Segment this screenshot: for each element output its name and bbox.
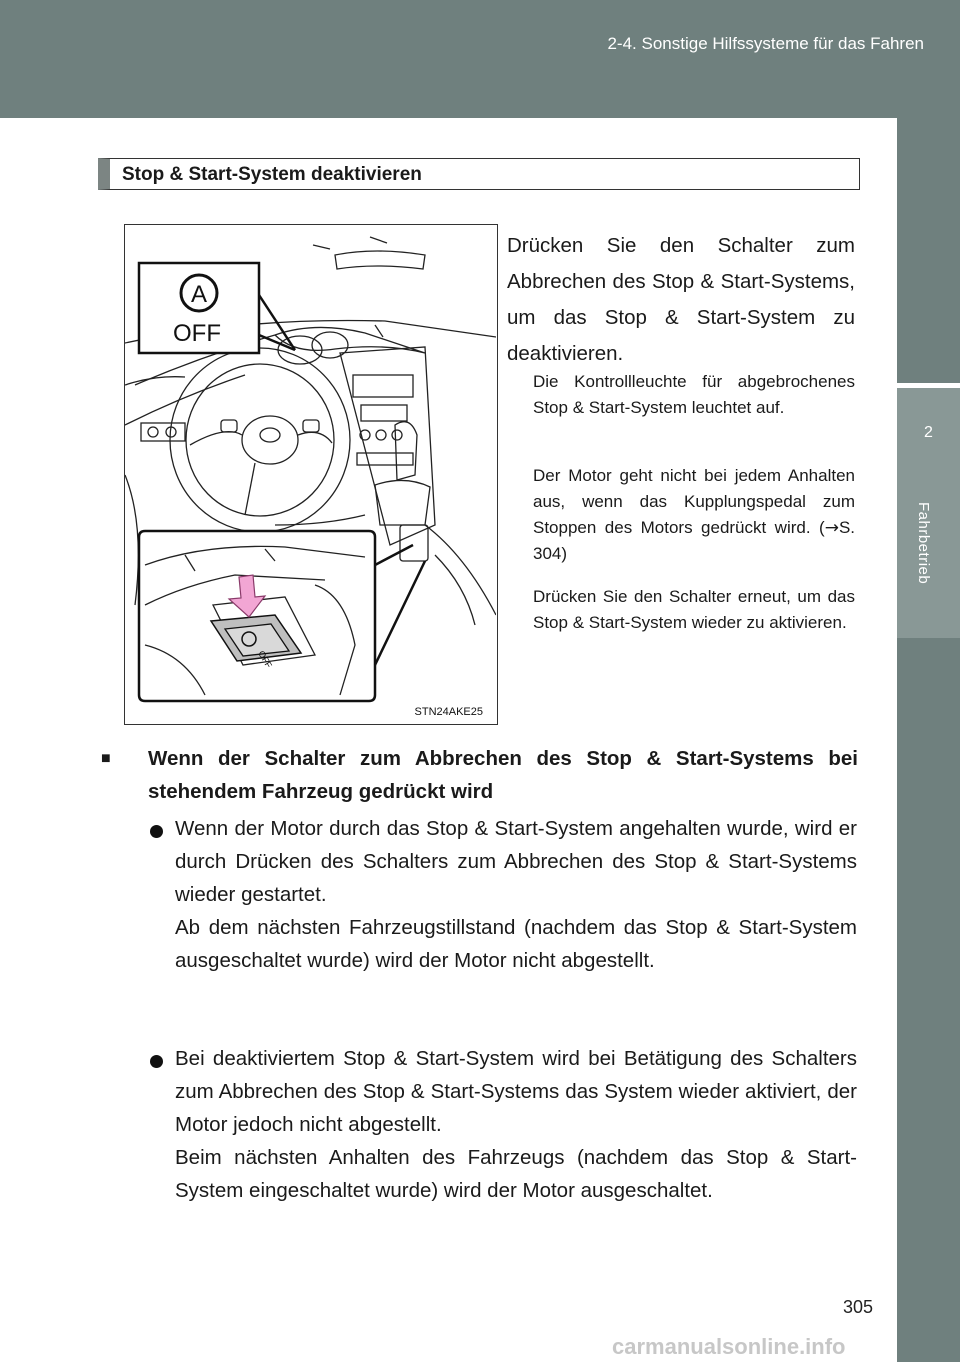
note-reactivate: Drücken Sie den Schalter erneut, um das Stop & Start-System wieder zu aktivieren. (533, 587, 855, 632)
callout-letter: A (191, 281, 208, 308)
bullet-item (152, 1042, 857, 1207)
page-number: 305 (843, 1297, 874, 1317)
square-bullet-icon: ■ (101, 750, 111, 767)
dashboard-illustration (124, 224, 498, 725)
callout-off-text: OFF (173, 320, 221, 347)
bullet-item (152, 812, 857, 977)
note-clutch-text: Der Motor geht nicht bei jedem Anhalten aus, wenn das Kupplungspedal zum Stoppen des Motors gedrückt wird. ( (533, 466, 855, 537)
note-indicator: Die Kontrollleuchte für abgebrochenes Stop & Start-System leuchtet auf. (533, 372, 855, 417)
bullet-text: Bei deaktiviertem Stop & Start-System wird bei Betätigung des Schalters zum Abbrechen des Stop & Start-Systems das System wieder aktiviert, der Motor jedoch nicht abgestellt. (175, 1047, 857, 1136)
watermark: carmanualsonline.info (612, 1334, 846, 1359)
bullet-continuation: Beim nächsten Anhalten des Fahrzeugs (nachdem das Stop & Start-System eingeschaltet wurde) wird der Motor ausgeschaltet. (175, 1146, 857, 1202)
page-reference[interactable]: S. 304) (533, 518, 855, 563)
chapter-label: Fahrbetrieb (915, 502, 932, 585)
bullet-text: Wenn der Motor durch das Stop & Start-System angehalten wurde, wird er durch Drücken des Schalters zum Abbrechen des Stop & Start-Systems wieder gestartet. (175, 817, 857, 906)
dashboard-drawing (125, 225, 496, 723)
header-band (0, 0, 960, 118)
side-tab (897, 118, 960, 1362)
note-clutch (533, 463, 855, 567)
bullet-dot-icon (150, 825, 163, 838)
section-heading-text: Stop & Start-System deaktivieren (122, 164, 422, 185)
arrow-right-icon: → (824, 518, 839, 538)
figure-code: STN24AKE25 (414, 706, 483, 718)
bullet-dot-icon (150, 1055, 163, 1068)
bullet-continuation: Ab dem nächsten Fahrzeugstillstand (nachdem das Stop & Start-System ausgeschaltet wurde) wird der Motor nicht abgestellt. (175, 916, 857, 972)
subsection-heading (101, 742, 858, 808)
chapter-number: 2 (924, 424, 933, 441)
intro-paragraph: Drücken Sie den Schalter zum Abbrechen des Stop & Start-Systems, um das Stop & Start-System zu deaktivieren. (507, 234, 855, 365)
section-heading (98, 158, 860, 190)
chapter-title: 2-4. Sonstige Hilfssysteme für das Fahren (607, 34, 924, 53)
subsection-heading-text: Wenn der Schalter zum Abbrechen des Stop & Start-Systems bei stehendem Fahrzeug gedrückt wird (148, 747, 858, 803)
switch-off-text: OFF (256, 649, 274, 670)
